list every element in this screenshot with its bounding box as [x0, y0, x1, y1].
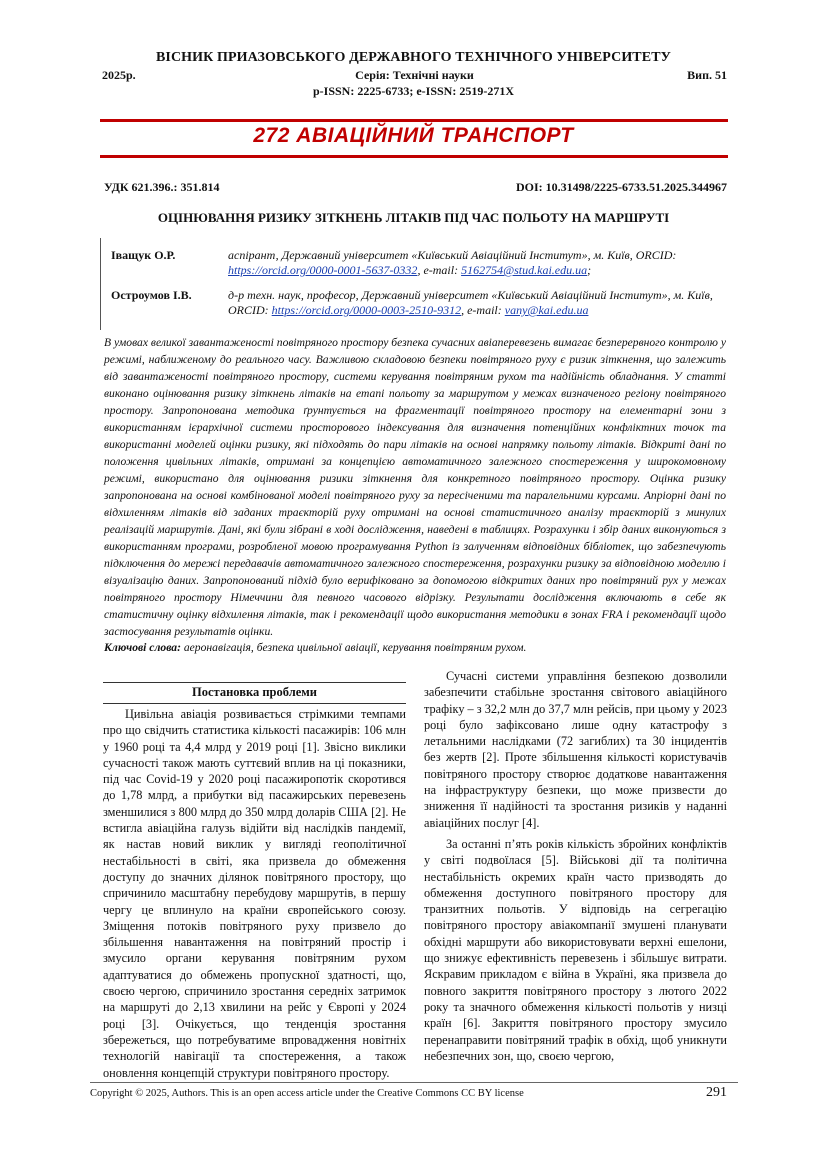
- section-title: 272 АВІАЦІЙНИЙ ТРАНСПОРТ: [253, 124, 574, 147]
- abstract: В умовах великої завантаженості повітряного простору безпека сучасних авіаперевезень вимагає безперервного контролю у режимі, наближеному до реального часу. Важливою складовою безпеки повітряного руху є ризик зіткнення, що залежить від завантаженості повітряного простору, системи керування повітряним рухом та надійність обладнання. У статті виконано оцінювання ризику зіткнень літаків на етапі польоту за маршрутом у межах визначеного регіону повітряного простору. Запропонована методика ґрунтується на фрагментації повітряного простору на елементарні зони з використанням ієрархічної системи просторового індексування для визначення потенційних конфліктних точок та використанні моделей оцінки ризику, які підходять до пари літаків на основі напрямку польоту літаків. Відкриті дані по положення цивільних літаків, отримані за концепцією автоматичного залежного спостереження у широкомовному режимі, використано для оцінювання ризики зіткнення для конкретного повітряного простору. Оцінка ризику запропонована на основі комбінованої моделі повітряного руху за пересіченими та паралельними курсами. Апріорні дані по відхиленням літаків від заданих траєкторій руху отримані на основі статистичного аналізу траєкторій з минулих реалізацій маршрутів. Дані, які були зібрані в ході дослідження, наведені в таблицях. Розрахунки і збір даних виконуються з використанням програми, розробленої мовою програмування Python із залученням відповідних бібліотек, що забезпечують підключення до мережі передавачів автоматичного залежного спостереження, розрахунки ризику за відповідною моделлю і візуалізацію даних. Запропонований підхід було верифіковано за допомогою відкритих даних про повітряний рух у межах повітряного простору Німеччини для певного часового відрізку. Результати дослідження включають в себе як статистичну оцінку відхилення літаків, так і рекомендації щодо використання методики в зонах FRA і рекомендації щодо застосування результатів оцінки.: [104, 336, 726, 638]
- author-name: Іващук О.Р.: [111, 248, 176, 262]
- footer-divider: [90, 1082, 738, 1083]
- authors-block: [100, 238, 729, 330]
- body-paragraph: Сучасні системи управління безпекою дозволили забезпечити стабільне зростання світового авіаційного трафіку – з 32,2 млн до 37,7 млн рейсів, при цьому у 2023 році було зафіксовано лише одну катастрофу з летальними наслідками (72 загиблих) та 30 інцидентів без жертв [2]. Проте збільшення кількості користувачів повітряного простору створює додаткове навантаження на інфраструктуру безпеки, що може призвести до зниження її надійності та зростання ризиків у наданні авіаційних послуг [4].: [424, 669, 727, 830]
- author-affiliation: д-р техн. наук, професор, Державний університет «Київський Авіаційний Інститут», м. Київ, ORCID: https://orcid.org/0000-0003-2510-9312, e-mail: vany@kai.edu.ua: [228, 288, 713, 317]
- copyright-notice: Copyright © 2025, Authors. This is an open access article under the Creative Commons CC BY license: [90, 1088, 524, 1099]
- journal-title: ВІСНИК ПРИАЗОВСЬКОГО ДЕРЖАВНОГО ТЕХНІЧНОГО УНІВЕРСИТЕТУ: [155, 50, 672, 65]
- issn-label: p-ISSN: 2225-6733; e-ISSN: 2519-271X: [312, 84, 514, 98]
- orcid-link[interactable]: https://orcid.org/0000-0003-2510-9312: [271, 303, 462, 317]
- year-label: 2025р.: [102, 68, 136, 82]
- email-link[interactable]: 5162754@stud.kai.edu.ua: [461, 263, 588, 277]
- right-column: [424, 668, 727, 1064]
- series-label: Серія: Технічні науки: [355, 68, 474, 82]
- keywords: [104, 641, 726, 654]
- doi-code: DOI: 10.31498/2225-6733.51.2025.344967: [516, 180, 727, 194]
- author-affiliation: аспірант, Державний університет «Київський Авіаційний Інститут», м. Київ, ORCID: https://orcid.org/0000-0001-5637-0332, e-mail: 5162754@stud.kai.edu.ua;: [228, 248, 677, 277]
- issue-label: Вип. 51: [687, 68, 727, 82]
- body-paragraph: За останні п’ять років кількість збройних конфліктів у світі подвоїлася [5]. Військові дії та політична нестабільність окремих країн часто призводять до обмеження доступного повітряного простору для транзитних польотів. У відповідь на сегрегацію повітряного простору авіакомпанії змушені планувати обхідні маршрути або використовувати верхні ешелони, що знижує ефективність перевезень і збільшує витрати. Яскравим прикладом є війна в Україні, яка призвела до повного закриття повітряного простору з лютого 2022 року та значного обмеження кількості польотів у низці країн [6]. Закриття повітряного простору змусило перенаправити повітряний трафік в обхід, щоб уникнути небезпечних зон, що, своєю чергою,: [424, 836, 727, 1063]
- journal-meta-row: [102, 68, 727, 84]
- keywords-text: аеронавігація, безпека цивільної авіації, керування повітряним рухом.: [180, 641, 527, 654]
- author-name: Остроумов І.В.: [111, 288, 192, 302]
- page-number: 291: [706, 1085, 727, 1100]
- orcid-link[interactable]: https://orcid.org/0000-0001-5637-0332: [228, 263, 418, 277]
- red-divider-top: [100, 119, 728, 122]
- udk-code: УДК 621.396.: 351.814: [104, 180, 220, 194]
- keywords-label: Ключові слова:: [104, 641, 181, 654]
- article-title: ОЦІНЮВАННЯ РИЗИКУ ЗІТКНЕНЬ ЛІТАКІВ ПІД ЧАС ПОЛЬОТУ НА МАРШРУТІ: [157, 210, 670, 225]
- red-divider-bottom: [100, 155, 728, 158]
- body-paragraph: Цивільна авіація розвивається стрімкими темпами про що свідчить статистика кількості пасажирів: 106 млн у 1960 році та 4,4 млрд у 2019 році [1]. Звісно виклики сучасності також мають суттєвий вплив на ці показники, під час Covid-19 у 2020 році пасажиропотік скоротився до 1,78 млрд, а прибутки від пасажирських перевезень зменшилися з 800 млрд до 350 млрд доларів США [2]. Не встигла авіаційна галузь відійти від наслідків пандемії, як настав новий виклик у вигляді геополітичної нестабільності в світі, яка призвела до обмеження доступу до значних ділянок повітряного простору, що спричинило масштабну перебудову маршрутів, в першу чергу це вплинуло на країни європейського союзу. Зміщення потоків повітряного руху призвело до збільшення навантаження на повітряний простір і змусило органи керування повітряним рухом адаптуватися до обмежень пропускної здатності, що, своєю чергою, спричинило зростання середніх затримок на маршруті до 2,13 хвилини на рейс у Європі у 2024 році [3]. Очікується, що тенденція зростання збережеться, що потребуватиме впровадження новітніх технологій навігації та спостереження, а також оновлення концепцій структури повітряного простору.: [103, 707, 406, 1080]
- email-link[interactable]: vany@kai.edu.ua: [504, 303, 589, 317]
- left-column: [103, 672, 406, 1081]
- section-heading: Постановка проблеми: [103, 682, 406, 704]
